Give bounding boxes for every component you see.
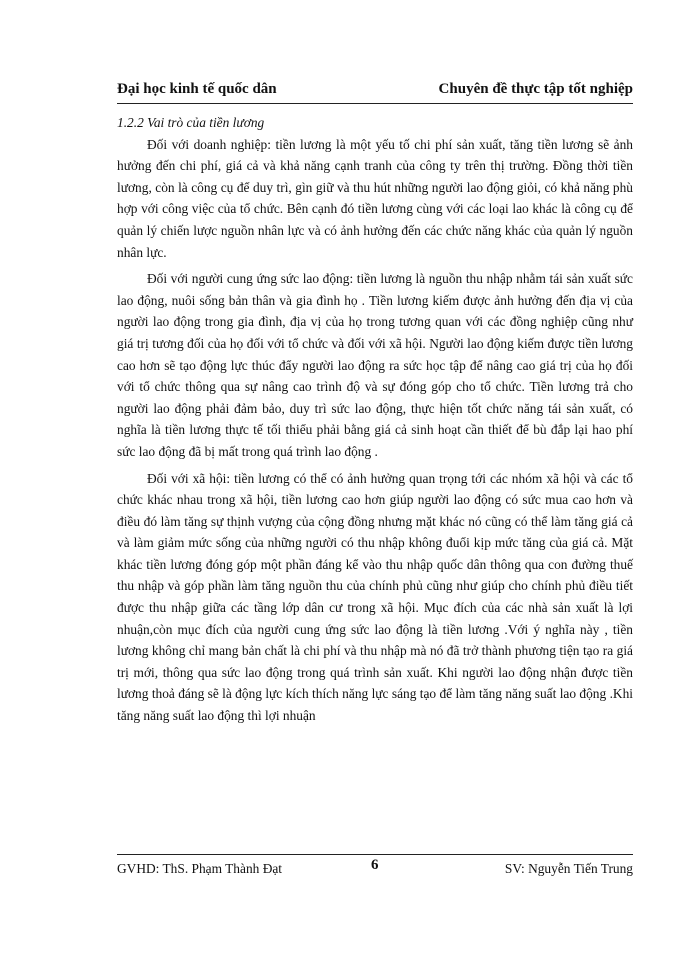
footer-supervisor: GVHD: ThS. Phạm Thành Đạt: [117, 861, 283, 876]
paragraph-society: Đối với xã hội: tiền lương có thể có ảnh hưởng quan trọng tới các nhóm xã hội và các tổ chức khác nhau trong xã hội, tiền lương cao hơn giúp người lao động có sức mua cao hơn và điều đó làm tăng sự thịnh vượng của cộng đồng nhưng mặt khác nó cũng có thể làm tăng giá cả và làm giảm mức sống của những người có thu nhập không đuổi kịp mức tăng của giá cả. Mặt khác tiền lương đóng góp một phần đáng kể vào thu nhập quốc dân thông qua con đường thuế thu nhập và góp phần làm tăng nguồn thu của chính phủ cũng như giúp cho chính phủ điều tiết được thu nhập giữa các tầng lớp dân cư trong xã hội. Mục đích của các nhà sản xuất là lợi nhuận,còn mục đích của người cung ứng sức lao động là tiền lương .Với ý nghĩa này , tiền lương không chỉ mang bản chất là chi phí và thu nhập mà nó đã trở thành phương tiện tạo ra giá trị mới, thông qua sức lao động trong quá trình sản xuất. Khi người lao động nhận được tiền lương thoả đáng sẽ là động lực kích thích năng lực sáng tạo để làm tăng năng suất lao động .Khi tăng năng suất lao động thì lợi nhuận: [117, 470, 633, 724]
paragraph-worker: Đối với người cung ứng sức lao động: tiền lương là nguồn thu nhập nhằm tái sản xuất sức lao động, nuôi sống bản thân và gia đình họ . Tiền lương kiếm được ảnh hưởng đến địa vị của người lao động trong gia đình, địa vị của họ trong tương quan với các đồng nghiệp cũng như giá trị tương đối của họ đối với tổ chức và đối với xã hội. Người lao động kiếm được tiền lương cao hơn sẽ tạo động lực thúc đẩy người lao động ra sức học tập để nâng cao giá trị của họ đối với tổ chức thông qua sự nâng cao trình độ và sự đóng góp cho tổ chức. Tiền lương trả cho người lao động phải đảm bảo, duy trì sức lao động, thực hiện tốt chức năng tái sản xuất, có nghĩa là tiền lương thực tế tối thiểu phải bằng giá cả sinh hoạt cần thiết để bù đắp lại hao phí sức lao động đã bị mất trong quá trình lao động .: [117, 271, 633, 459]
paragraph-enterprise: Đối với doanh nghiệp: tiền lương là một yếu tố chi phí sản xuất, tăng tiền lương sẽ ảnh hưởng đến chi phí, giá cả và khả năng cạnh tranh của công ty trên thị trường. Đồng thời tiền lương, còn là công cụ để duy trì, gìn giữ và thu hút những người lao động giỏi, có khả năng phù hợp với công việc của tổ chức. Bên cạnh đó tiền lương cùng với các loại lao khác là công cụ để quản lý chiến lược nguồn nhân lực và có ảnh hưởng đến các chức năng khác của quản lý nguồn nhân lực.: [117, 136, 633, 260]
page-header: [117, 81, 633, 104]
page-content: [117, 112, 633, 732]
footer-student: SV: Nguyễn Tiến Trung: [504, 861, 633, 876]
header-document-type: Chuyên đề thực tập tốt nghiệp: [438, 81, 633, 97]
page-footer: [117, 854, 633, 881]
section-title: 1.2.2 Vai trò của tiền lương: [117, 115, 265, 130]
header-university: Đại học kinh tế quốc dân: [117, 81, 277, 97]
page-number: 6: [371, 857, 379, 873]
